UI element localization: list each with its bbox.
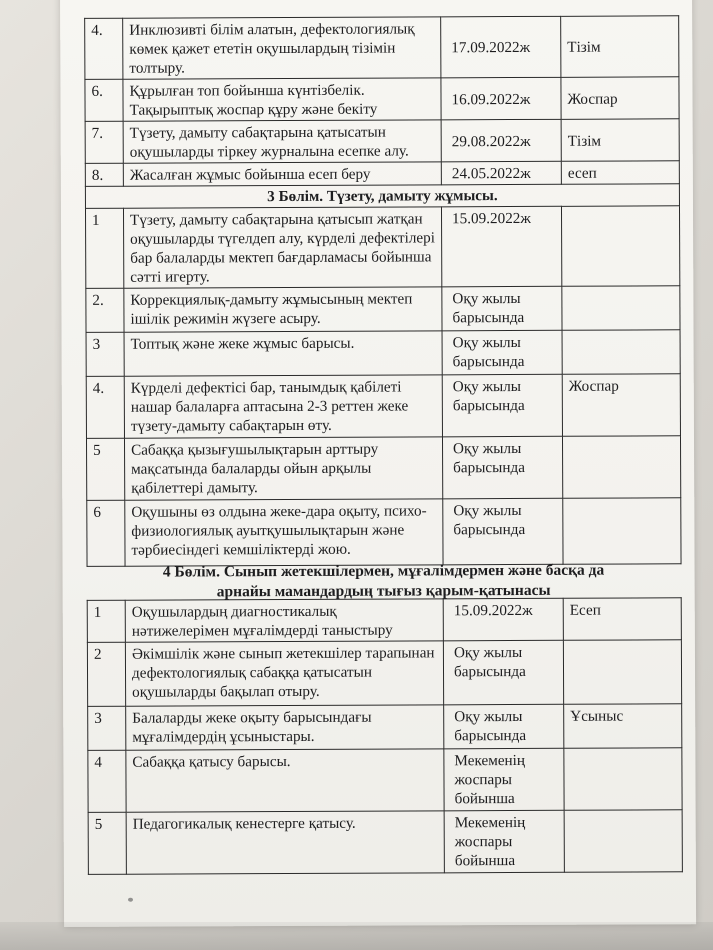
table-row [85,16,679,80]
row-number: 4. [85,18,123,79]
deadline-cell: Оқу жылы барысында [442,330,562,375]
activity-text: Топтық және жеке жұмыс барысы. [124,331,442,376]
row-number: 1 [85,208,123,288]
section-4-title [87,560,681,603]
table-row [86,374,680,439]
section-header-row [85,184,679,209]
table-row [85,161,679,187]
activity-text: Құрылған топ бойынша күнтізбелік. Тақырыптық жоспар құру және бекіту [123,78,441,121]
deadline-cell: Оқу жылы барысында [443,498,563,565]
deadline-cell: 17.09.2022ж [441,16,561,78]
report-form-cell: Жоспар [562,374,680,437]
activity-text: Оқушыны өз олдына жеке-дара оқыту, психо-физиологиялық ауытқушылықтарын және тәрбиесіндегі кемшіліктерді жою. [125,499,443,566]
activity-text: Күрделі дефектісі бар, танымдық қабілеті нашар балаларға аптасына 2-3 реттен жеке түзету-дамыту сабақтарын өту. [124,375,442,438]
activity-text: Жасалған жұмыс бойынша есеп беру [123,162,441,186]
section-4-title-line-2: арнайы мамандардың тығыз қарым-қатынасы [216,581,551,601]
deadline-cell: Мекеменің жоспары бойынша [444,748,564,811]
table-row [88,704,682,751]
table-row [85,77,679,122]
desk-shadow [0,922,713,950]
row-number: 2. [86,288,124,332]
report-form-cell: Тізім [561,16,679,78]
paper-sheet [60,0,696,927]
table-row [86,436,680,501]
section-4-title-line-1: 4 Бөлім. Сынып жетекшілермен, мұғалімдермен және басқа да [162,561,605,581]
report-form-cell [564,810,682,873]
row-number: 6 [87,500,125,566]
row-number: 5 [88,812,126,874]
deadline-cell: 15.09.2022ж [441,206,561,287]
report-form-cell: Ұсыныс [564,704,682,749]
deadline-cell: Мекеменің жоспары бойынша [444,810,564,873]
table-row [87,598,681,643]
row-number: 5 [86,438,124,500]
row-number: 1 [87,600,125,642]
deadline-cell: Оқу жылы барысында [442,374,562,437]
table-row [85,119,679,164]
report-form-cell: Есеп [563,598,681,641]
report-form-cell [561,206,679,287]
row-number: 4 [88,750,126,812]
table-row [88,810,682,875]
report-form-cell: Жоспар [561,77,679,120]
activity-text: Түзету, дамыту сабақтарына қатысып жатқан оқушыларды түгелдеп алу, күрделі дефектілері бар балаларды мектеп бағдарламасы бойынша сәтті игерту. [123,207,441,288]
report-form-cell [564,748,682,811]
deadline-cell: 24.05.2022ж [441,161,561,185]
activity-text: Инклюзивті білім алатын, дефектологиялық көмек қажет ететін оқушылардың тізімін толтыру. [123,17,441,79]
table-row [87,640,681,707]
activity-text: Сабаққа қатысу барысы. [126,749,444,812]
row-number: 3 [88,706,126,750]
report-form-cell: Тізім [561,119,679,162]
table-row [88,748,682,813]
deadline-cell: Оқу жылы барысында [442,286,562,331]
row-number: 8. [85,163,123,186]
deadline-cell: Оқу жылы барысында [442,436,562,499]
ink-speck [128,898,133,902]
row-number: 7. [85,121,123,163]
report-form-cell [563,498,681,565]
activity-text: Оқушылардың диагностикалық нәтижелерімен мұғалімдерді таныстыру [125,599,443,642]
activity-text: Түзету, дамыту сабақтарына қатысатын оқушыларды тіркеу журналына есепке алу. [123,120,441,163]
table-row [86,286,680,333]
activity-text: Педагогикалық кенестерге қатысу. [126,811,444,874]
table-row [86,330,680,377]
row-number: 6. [85,79,123,121]
report-form-cell [563,640,681,705]
deadline-cell: Оқу жылы барысында [444,704,564,749]
row-number: 2 [87,642,125,706]
report-form-cell [562,330,680,375]
report-form-cell: есеп [561,161,679,185]
deadline-cell: 15.09.2022ж [443,598,563,641]
deadline-cell: Оқу жылы барысында [443,640,563,705]
activity-text: Балаларды жеке оқыту барысындағы мұғалімдердің ұсыныстары. [126,705,444,750]
plan-table-top [84,15,681,567]
section-3-title: 3 Бөлім. Түзету, дамыту жұмысы. [85,184,679,209]
activity-text: Әкімшілік және сынып жетекшілер тарапынан дефектологиялық сабаққа қатысатын оқушыларды бақылап отыру. [125,641,443,706]
deadline-cell: 29.08.2022ж [441,119,561,162]
table-row [87,498,681,567]
plan-table-section-4 [87,597,683,875]
activity-text: Сабаққа қызығушылықтарын арттыру мақсатында балаларды ойын арқылы қабілеттері дамыту. [124,437,442,500]
row-number: 3 [86,332,124,376]
table-row [85,206,679,289]
row-number: 4. [86,376,124,438]
report-form-cell [562,436,680,499]
report-form-cell [562,286,680,331]
activity-text: Коррекциялық-дамыту жұмысының мектеп ішілік режимін жүзеге асыру. [124,287,442,332]
deadline-cell: 16.09.2022ж [441,77,561,120]
